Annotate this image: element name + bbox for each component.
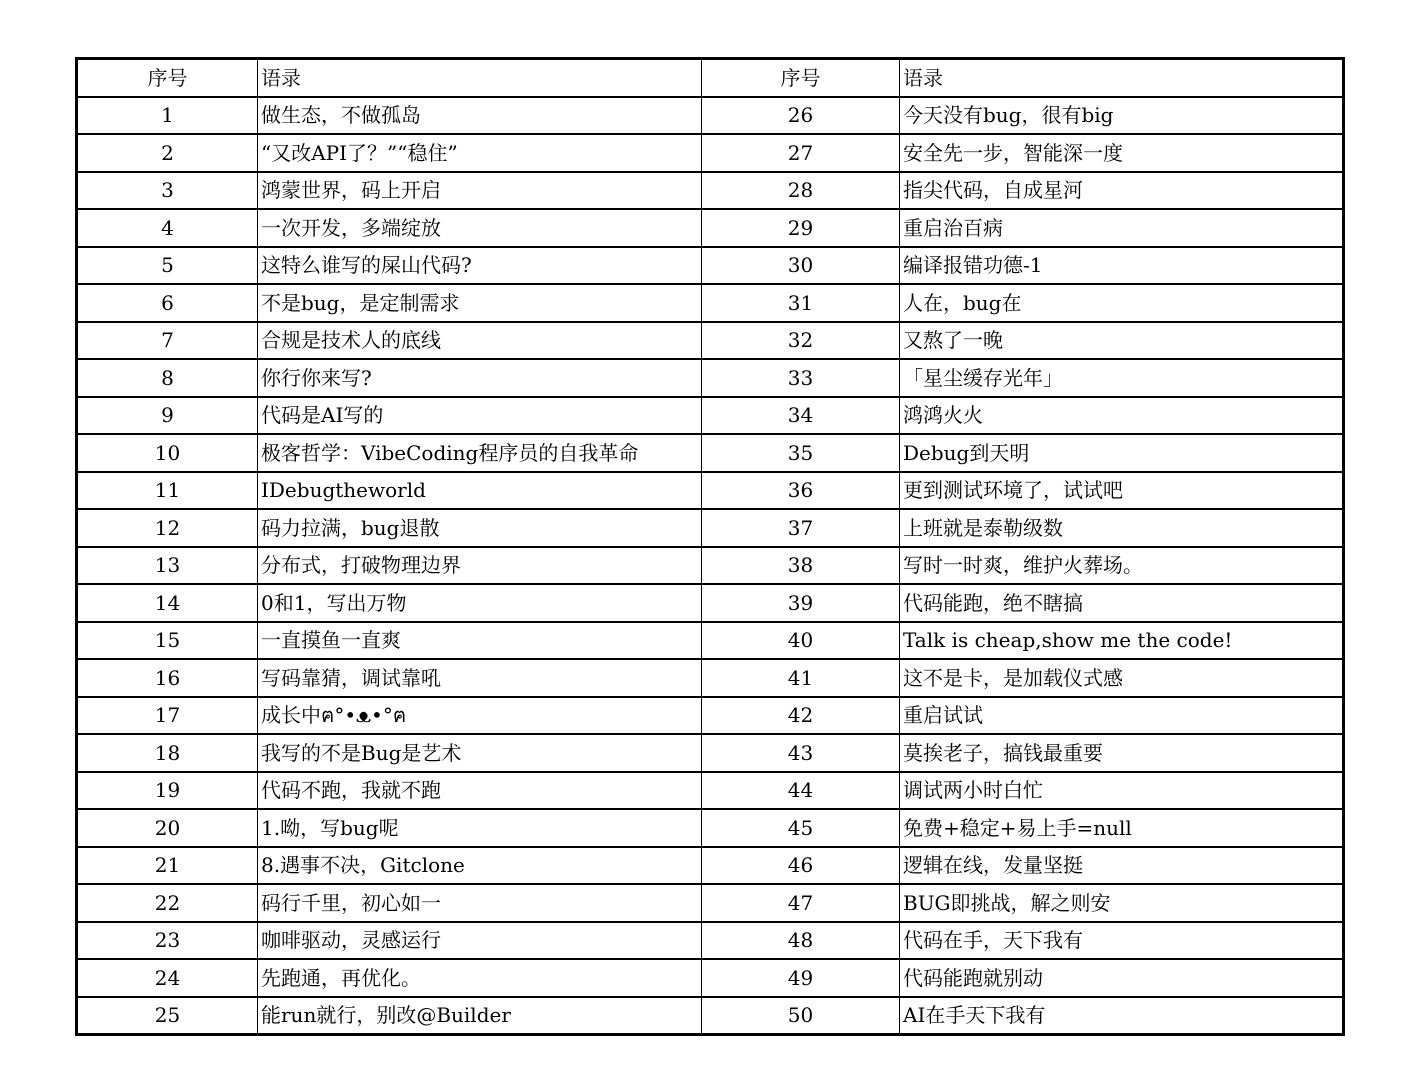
table-row xyxy=(77,172,1344,210)
quote-text-right: 指尖代码，自成星河 xyxy=(900,172,1344,210)
row-number-left: 2 xyxy=(77,134,258,172)
quote-text-left: 1.呦，写bug呢 xyxy=(258,809,702,847)
quote-text-right: 调试两小时白忙 xyxy=(900,772,1344,810)
row-number-right: 35 xyxy=(702,434,900,472)
table-row xyxy=(77,809,1344,847)
row-number-left: 4 xyxy=(77,209,258,247)
row-number-right: 39 xyxy=(702,584,900,622)
quote-text-left: 分布式，打破物理边界 xyxy=(258,547,702,585)
row-number-left: 12 xyxy=(77,509,258,547)
quote-text-right: 逻辑在线，发量坚挺 xyxy=(900,847,1344,885)
row-number-left: 3 xyxy=(77,172,258,210)
quote-text-right: 莫挨老子，搞钱最重要 xyxy=(900,734,1344,772)
row-number-left: 22 xyxy=(77,884,258,922)
table-row xyxy=(77,547,1344,585)
row-number-right: 26 xyxy=(702,97,900,135)
table-row xyxy=(77,772,1344,810)
row-number-left: 8 xyxy=(77,359,258,397)
row-number-left: 9 xyxy=(77,397,258,435)
header-number-right: 序号 xyxy=(702,59,900,97)
table-row xyxy=(77,322,1344,360)
row-number-right: 38 xyxy=(702,547,900,585)
quote-text-right: 人在，bug在 xyxy=(900,284,1344,322)
table-row xyxy=(77,247,1344,285)
quote-text-right: 重启治百病 xyxy=(900,209,1344,247)
quote-text-right: 今天没有bug，很有big xyxy=(900,97,1344,135)
table-row xyxy=(77,884,1344,922)
quote-text-left: 能run就行，别改@Builder xyxy=(258,997,702,1035)
quote-text-left: 我写的不是Bug是艺术 xyxy=(258,734,702,772)
row-number-right: 48 xyxy=(702,922,900,960)
row-number-left: 18 xyxy=(77,734,258,772)
row-number-left: 17 xyxy=(77,697,258,735)
table-row xyxy=(77,959,1344,997)
row-number-right: 27 xyxy=(702,134,900,172)
quote-text-left: 做生态，不做孤岛 xyxy=(258,97,702,135)
quote-text-left: IDebugtheworld xyxy=(258,472,702,510)
quote-text-right: 编译报错功德-1 xyxy=(900,247,1344,285)
table-row xyxy=(77,209,1344,247)
quotes-table xyxy=(75,57,1345,1036)
row-number-left: 16 xyxy=(77,659,258,697)
row-number-right: 46 xyxy=(702,847,900,885)
quote-text-right: 上班就是泰勒级数 xyxy=(900,509,1344,547)
row-number-right: 29 xyxy=(702,209,900,247)
quote-text-left: 一次开发，多端绽放 xyxy=(258,209,702,247)
row-number-left: 10 xyxy=(77,434,258,472)
table-row xyxy=(77,922,1344,960)
row-number-right: 47 xyxy=(702,884,900,922)
quote-text-left: 码力拉满，bug退散 xyxy=(258,509,702,547)
header-quote-left: 语录 xyxy=(258,59,702,97)
row-number-right: 36 xyxy=(702,472,900,510)
quote-text-right: Talk is cheap,show me the code! xyxy=(900,622,1344,660)
row-number-left: 23 xyxy=(77,922,258,960)
quote-text-left: 极客哲学：VibeCoding程序员的自我革命 xyxy=(258,434,702,472)
row-number-left: 13 xyxy=(77,547,258,585)
quote-text-right: 重启试试 xyxy=(900,697,1344,735)
row-number-right: 42 xyxy=(702,697,900,735)
quote-text-left: 咖啡驱动，灵感运行 xyxy=(258,922,702,960)
row-number-left: 21 xyxy=(77,847,258,885)
table-row xyxy=(77,434,1344,472)
quote-text-right: 代码能跑，绝不瞎搞 xyxy=(900,584,1344,622)
quote-text-right: 免费+稳定+易上手=null xyxy=(900,809,1344,847)
table-row xyxy=(77,472,1344,510)
table-row xyxy=(77,997,1344,1035)
row-number-left: 1 xyxy=(77,97,258,135)
quote-text-right: 又熬了一晚 xyxy=(900,322,1344,360)
row-number-left: 20 xyxy=(77,809,258,847)
quote-text-right: 写时一时爽，维护火葬场。 xyxy=(900,547,1344,585)
row-number-left: 6 xyxy=(77,284,258,322)
row-number-right: 33 xyxy=(702,359,900,397)
row-number-right: 32 xyxy=(702,322,900,360)
row-number-right: 45 xyxy=(702,809,900,847)
row-number-right: 31 xyxy=(702,284,900,322)
table-row xyxy=(77,359,1344,397)
row-number-right: 30 xyxy=(702,247,900,285)
table-header-row xyxy=(77,59,1344,97)
quote-text-right: BUG即挑战，解之则安 xyxy=(900,884,1344,922)
quote-text-right: 「星尘缓存光年」 xyxy=(900,359,1344,397)
row-number-left: 5 xyxy=(77,247,258,285)
quote-text-left: 代码不跑，我就不跑 xyxy=(258,772,702,810)
quote-text-left: 一直摸鱼一直爽 xyxy=(258,622,702,660)
quote-text-left: 这特么谁写的屎山代码? xyxy=(258,247,702,285)
quote-text-right: AI在手天下我有 xyxy=(900,997,1344,1035)
table-row xyxy=(77,734,1344,772)
quote-text-right: 这不是卡，是加载仪式感 xyxy=(900,659,1344,697)
table-row xyxy=(77,97,1344,135)
row-number-right: 44 xyxy=(702,772,900,810)
quote-text-left: “又改API了？”“稳住” xyxy=(258,134,702,172)
row-number-left: 7 xyxy=(77,322,258,360)
quote-text-left: 写码靠猜，调试靠吼 xyxy=(258,659,702,697)
quote-text-right: Debug到天明 xyxy=(900,434,1344,472)
table-row xyxy=(77,847,1344,885)
table-row xyxy=(77,134,1344,172)
row-number-left: 24 xyxy=(77,959,258,997)
table-row xyxy=(77,622,1344,660)
row-number-right: 34 xyxy=(702,397,900,435)
row-number-right: 49 xyxy=(702,959,900,997)
table-row xyxy=(77,509,1344,547)
row-number-right: 50 xyxy=(702,997,900,1035)
table-row xyxy=(77,284,1344,322)
quotes-table-body xyxy=(77,59,1344,1035)
table-row xyxy=(77,697,1344,735)
row-number-left: 19 xyxy=(77,772,258,810)
quote-text-left: 合规是技术人的底线 xyxy=(258,322,702,360)
header-quote-right: 语录 xyxy=(900,59,1344,97)
row-number-right: 40 xyxy=(702,622,900,660)
header-number-left: 序号 xyxy=(77,59,258,97)
row-number-right: 37 xyxy=(702,509,900,547)
quote-text-left: 先跑通，再优化。 xyxy=(258,959,702,997)
quote-text-left: 8.遇事不决，Gitclone xyxy=(258,847,702,885)
row-number-left: 11 xyxy=(77,472,258,510)
quote-text-left: 你行你来写? xyxy=(258,359,702,397)
quote-text-right: 更到测试环境了，试试吧 xyxy=(900,472,1344,510)
quote-text-left: 0和1，写出万物 xyxy=(258,584,702,622)
quote-text-left: 鸿蒙世界，码上开启 xyxy=(258,172,702,210)
quote-text-right: 鸿鸿火火 xyxy=(900,397,1344,435)
table-row xyxy=(77,659,1344,697)
quote-text-right: 安全先一步，智能深一度 xyxy=(900,134,1344,172)
row-number-right: 41 xyxy=(702,659,900,697)
row-number-left: 14 xyxy=(77,584,258,622)
quote-text-left: 代码是AI写的 xyxy=(258,397,702,435)
quote-text-right: 代码在手，天下我有 xyxy=(900,922,1344,960)
row-number-right: 43 xyxy=(702,734,900,772)
row-number-left: 25 xyxy=(77,997,258,1035)
quote-text-left: 成长中ฅ°•ᴥ•°ฅ xyxy=(258,697,702,735)
table-row xyxy=(77,397,1344,435)
table-row xyxy=(77,584,1344,622)
quote-text-left: 不是bug，是定制需求 xyxy=(258,284,702,322)
row-number-right: 28 xyxy=(702,172,900,210)
row-number-left: 15 xyxy=(77,622,258,660)
quote-text-left: 码行千里，初心如一 xyxy=(258,884,702,922)
quote-text-right: 代码能跑就别动 xyxy=(900,959,1344,997)
